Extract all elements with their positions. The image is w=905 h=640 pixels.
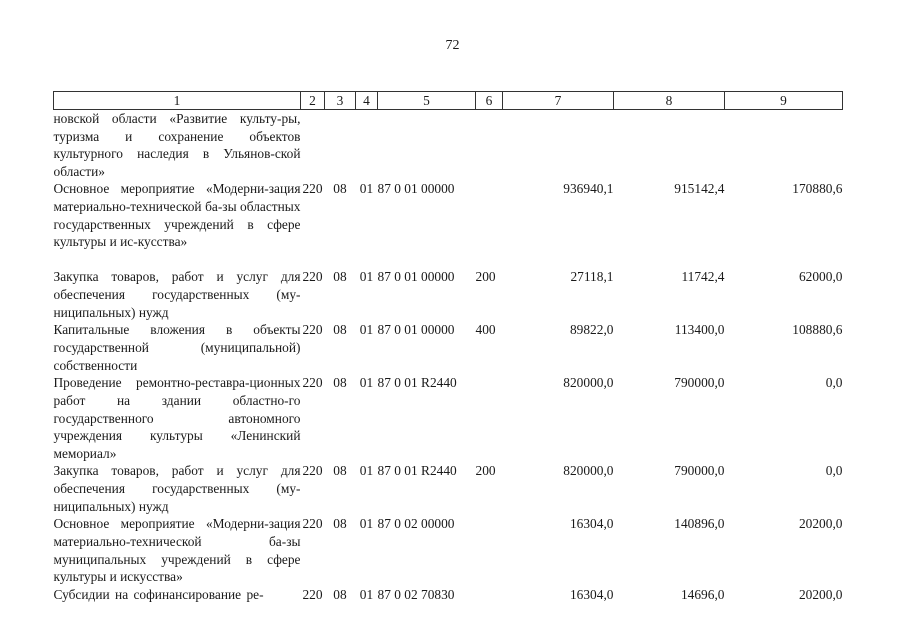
row-code-3: 08 <box>333 463 347 479</box>
row-value-9: 170880,6 <box>792 181 843 197</box>
table-row <box>54 321 843 374</box>
row-code-4: 01 <box>359 181 374 197</box>
header-col-8: 8 <box>614 92 725 110</box>
row-code-2: 220 <box>302 463 323 479</box>
row-code-2: 220 <box>302 586 323 602</box>
page-number: 72 <box>445 38 460 53</box>
row-code-6: 200 <box>475 463 496 479</box>
row-value-7: 820000,0 <box>563 463 614 479</box>
row-code-3: 08 <box>333 269 347 285</box>
row-name: Основное мероприятие «Модерни-зация материально-технической ба-зы муниципальных учреждений в сфере культуры и искусства» <box>53 516 301 585</box>
table-row <box>54 268 843 321</box>
header-row <box>54 92 843 110</box>
row-code-6 <box>476 180 503 268</box>
table-row <box>54 515 843 585</box>
row-code-3: 08 <box>333 516 347 532</box>
row-name: Основное мероприятие «Модерни-зация материально-технической ба-зы областных государственных учреждений в сфере культуры и ис-кусства» <box>53 181 301 250</box>
header-col-1: 1 <box>54 92 301 110</box>
row-value-9: 62000,0 <box>798 269 843 285</box>
header-col-7: 7 <box>503 92 614 110</box>
row-code-6 <box>476 515 503 585</box>
row-value-8: 915142,4 <box>674 181 725 197</box>
header-col-4: 4 <box>356 92 378 110</box>
row-code-4 <box>356 110 378 181</box>
table-row <box>54 110 843 181</box>
row-code-3: 08 <box>333 181 347 197</box>
row-code-4: 01 <box>359 269 374 285</box>
row-code-5: 87 0 01 R2440 <box>377 463 457 479</box>
row-value-7: 89822,0 <box>569 322 614 338</box>
table-row <box>54 462 843 515</box>
row-code-2: 220 <box>302 375 323 391</box>
row-code-3: 08 <box>333 586 347 602</box>
row-value-9: 20200,0 <box>798 516 843 532</box>
header-col-3: 3 <box>325 92 356 110</box>
row-name: Закупка товаров, работ и услуг для обеспечения государственных (му-ниципальных) нужд <box>53 269 301 320</box>
row-code-5: 87 0 01 00000 <box>377 181 455 197</box>
table-row <box>54 374 843 462</box>
row-code-2: 220 <box>302 181 323 197</box>
row-code-6 <box>476 374 503 462</box>
row-code-6: 400 <box>475 322 496 338</box>
row-code-4: 01 <box>359 516 374 532</box>
row-code-4: 01 <box>359 375 374 391</box>
row-code-5 <box>378 110 476 181</box>
row-name: Закупка товаров, работ и услуг для обеспечения государственных (му-ниципальных) нужд <box>53 463 301 514</box>
row-value-8: 790000,0 <box>674 375 725 391</box>
row-code-5: 87 0 02 00000 <box>377 516 455 532</box>
row-value-8: 11742,4 <box>681 269 725 285</box>
row-value-8: 113400,0 <box>674 322 725 338</box>
row-code-3 <box>325 110 356 181</box>
row-value-8: 140896,0 <box>674 516 725 532</box>
row-code-6 <box>476 110 503 181</box>
row-value-9: 0,0 <box>825 375 843 391</box>
row-code-2 <box>301 110 325 181</box>
row-code-5: 87 0 01 00000 <box>377 269 455 285</box>
row-code-4: 01 <box>359 463 374 479</box>
row-value-7: 936940,1 <box>563 181 614 197</box>
row-value-9 <box>725 110 843 181</box>
row-name: Субсидии на софинансирование ре- <box>53 586 264 602</box>
row-value-7: 16304,0 <box>569 586 614 602</box>
row-value-9: 108880,6 <box>792 322 843 338</box>
row-code-5: 87 0 01 00000 <box>377 322 455 338</box>
row-name: новской области «Развитие культу-ры, туризма и сохранение объектов культурного наследия в Ульянов-ской области» <box>53 111 301 179</box>
row-code-3: 08 <box>333 375 347 391</box>
header-col-6: 6 <box>476 92 503 110</box>
row-value-9: 20200,0 <box>798 586 843 602</box>
row-code-3: 08 <box>333 322 347 338</box>
row-value-7: 16304,0 <box>569 516 614 532</box>
table-row <box>54 180 843 268</box>
header-col-9: 9 <box>725 92 843 110</box>
row-code-6: 200 <box>475 269 496 285</box>
row-name: Проведение ремонтно-реставра-ционных работ на здании областно-го государственного автономного учреждения культуры «Ленинский мемориал» <box>53 375 301 461</box>
header-col-2: 2 <box>301 92 325 110</box>
table-row <box>54 586 843 604</box>
header-col-5: 5 <box>378 92 476 110</box>
budget-table <box>53 91 843 604</box>
row-code-4: 01 <box>359 322 374 338</box>
row-code-2: 220 <box>302 516 323 532</box>
row-value-8: 790000,0 <box>674 463 725 479</box>
row-value-8 <box>614 110 725 181</box>
row-value-7: 820000,0 <box>563 375 614 391</box>
row-code-5: 87 0 01 R2440 <box>377 375 457 391</box>
row-value-7 <box>503 110 614 181</box>
row-code-6 <box>476 586 503 604</box>
row-code-2: 220 <box>302 322 323 338</box>
row-code-4: 01 <box>359 586 374 602</box>
row-name: Капитальные вложения в объекты государственной (муниципальной) собственности <box>53 322 301 373</box>
row-value-7: 27118,1 <box>570 269 614 285</box>
row-value-9: 0,0 <box>825 463 843 479</box>
row-code-5: 87 0 02 70830 <box>377 586 455 602</box>
row-value-8: 14696,0 <box>680 586 725 602</box>
row-code-2: 220 <box>302 269 323 285</box>
